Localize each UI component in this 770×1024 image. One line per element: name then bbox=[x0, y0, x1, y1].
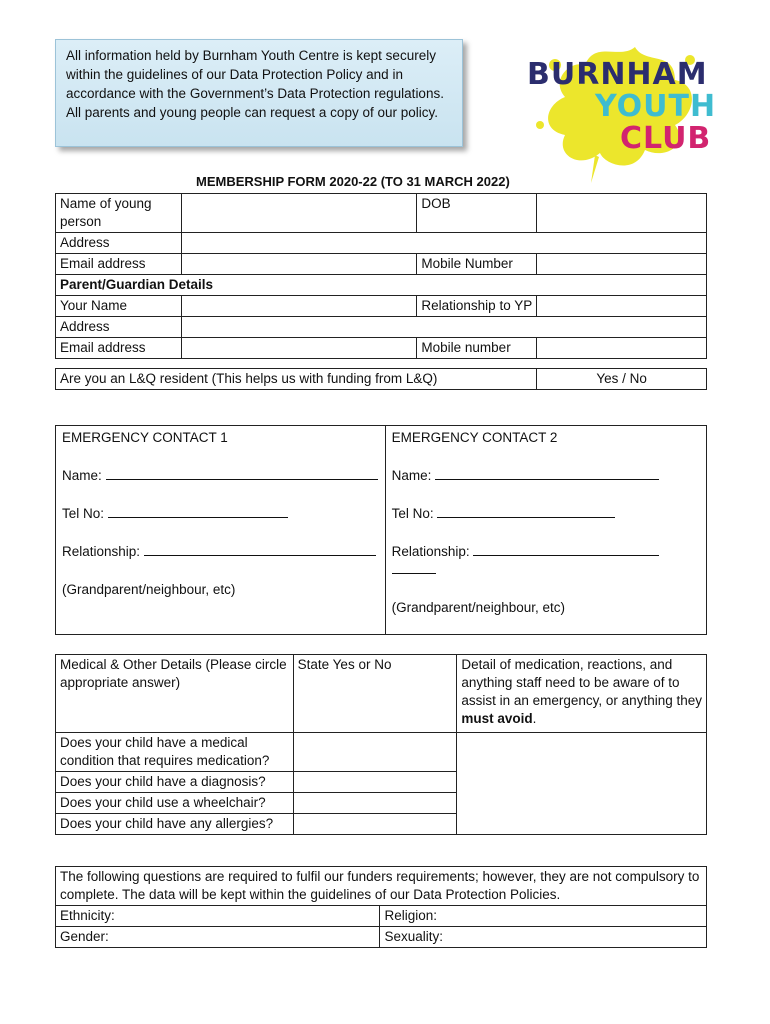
medical-answer[interactable] bbox=[293, 814, 457, 835]
parent-email-label: Email address bbox=[56, 338, 182, 359]
ec1-relationship-label: Relationship: bbox=[62, 544, 141, 559]
funders-table bbox=[55, 866, 707, 948]
medical-header-details: Medical & Other Details (Please circle appropriate answer) bbox=[56, 655, 294, 733]
name-label: Name of young person bbox=[56, 194, 182, 233]
emergency-contact-2 bbox=[385, 426, 706, 635]
medical-question: Does your child have a medical condition that requires medication? bbox=[56, 733, 294, 772]
parent-address-label: Address bbox=[56, 317, 182, 338]
parent-mobile-label: Mobile number bbox=[417, 338, 537, 359]
emergency-contact-1 bbox=[56, 426, 386, 635]
medical-table bbox=[55, 654, 707, 835]
emergency-contacts-table bbox=[55, 425, 707, 635]
medical-question: Does your child have any allergies? bbox=[56, 814, 294, 835]
ec1-tel-row[interactable] bbox=[62, 505, 379, 523]
ec2-tel-row[interactable] bbox=[392, 505, 700, 523]
religion-field[interactable]: Religion: bbox=[380, 906, 707, 927]
mobile-field[interactable] bbox=[537, 254, 707, 275]
ec2-relationship-row[interactable] bbox=[392, 543, 700, 579]
dob-label: DOB bbox=[417, 194, 537, 233]
your-name-field[interactable] bbox=[181, 296, 417, 317]
your-name-label: Your Name bbox=[56, 296, 182, 317]
notes-text: Detail of medication, reactions, and anything staff need to be aware of to assist in an emergency, or anything they bbox=[461, 657, 702, 708]
ec2-tel-label: Tel No: bbox=[391, 506, 434, 521]
relationship-field[interactable] bbox=[537, 296, 707, 317]
member-details-table bbox=[55, 193, 707, 359]
ec1-tel-label: Tel No: bbox=[62, 506, 105, 521]
parent-mobile-field[interactable] bbox=[537, 338, 707, 359]
medical-answer[interactable] bbox=[293, 793, 457, 814]
resident-answer[interactable]: Yes / No bbox=[537, 369, 707, 390]
form-title: MEMBERSHIP FORM 2020-22 (TO 31 MARCH 2022) bbox=[196, 174, 510, 189]
medical-question: Does your child have a diagnosis? bbox=[56, 772, 294, 793]
ec1-hint: (Grandparent/neighbour, etc) bbox=[62, 582, 236, 597]
ec2-heading: EMERGENCY CONTACT 2 bbox=[391, 430, 558, 445]
relationship-label: Relationship to YP bbox=[417, 296, 537, 317]
resident-table bbox=[55, 368, 707, 390]
medical-answer[interactable] bbox=[293, 733, 457, 772]
notes-emphasis: must avoid bbox=[461, 711, 533, 726]
medical-question: Does your child use a wheelchair? bbox=[56, 793, 294, 814]
logo-word-burnham: BURNHAM bbox=[527, 57, 708, 92]
ec2-name-label: Name: bbox=[391, 468, 432, 483]
parent-address-field[interactable] bbox=[181, 317, 706, 338]
burnham-youth-club-logo bbox=[525, 35, 715, 185]
ec1-name-label: Name: bbox=[62, 468, 102, 483]
funders-text: The following questions are required to fulfil our funders requirements; however, they are not compulsory to complete. The data will be kept within the guidelines of our Data Protection Policies. bbox=[56, 867, 707, 906]
ec1-heading: EMERGENCY CONTACT 1 bbox=[62, 430, 228, 445]
notes-period: . bbox=[532, 711, 537, 726]
logo-word-club: CLUB bbox=[620, 121, 712, 156]
medical-detail-field[interactable] bbox=[457, 733, 707, 835]
name-field[interactable] bbox=[181, 194, 417, 233]
address-label: Address bbox=[56, 233, 182, 254]
mobile-label: Mobile Number bbox=[417, 254, 537, 275]
medical-header-yes-no: State Yes or No bbox=[293, 655, 457, 733]
email-field[interactable] bbox=[181, 254, 417, 275]
parent-email-field[interactable] bbox=[181, 338, 417, 359]
ec1-relationship-row[interactable] bbox=[62, 543, 379, 561]
ec2-hint: (Grandparent/neighbour, etc) bbox=[391, 600, 565, 615]
logo-word-youth: YOUTH bbox=[595, 89, 717, 124]
address-field[interactable] bbox=[181, 233, 706, 254]
dob-field[interactable] bbox=[537, 194, 707, 233]
ec2-relationship-label: Relationship: bbox=[391, 544, 470, 559]
data-protection-notice: All information held by Burnham Youth Centre is kept securely within the guidelines of our Data Protection Policy and in accordance with the Government’s Data Protection regulations. All parents and young people can request a copy of our policy. bbox=[55, 39, 463, 147]
medical-answer[interactable] bbox=[293, 772, 457, 793]
gender-field[interactable]: Gender: bbox=[56, 927, 380, 948]
email-label: Email address bbox=[56, 254, 182, 275]
medical-header-notes bbox=[457, 655, 707, 733]
ec2-name-row[interactable] bbox=[392, 467, 700, 485]
ethnicity-field[interactable]: Ethnicity: bbox=[56, 906, 380, 927]
parent-heading: Parent/Guardian Details bbox=[56, 275, 707, 296]
resident-question: Are you an L&Q resident (This helps us with funding from L&Q) bbox=[56, 369, 537, 390]
ec1-name-row[interactable] bbox=[62, 467, 379, 485]
sexuality-field[interactable]: Sexuality: bbox=[380, 927, 707, 948]
